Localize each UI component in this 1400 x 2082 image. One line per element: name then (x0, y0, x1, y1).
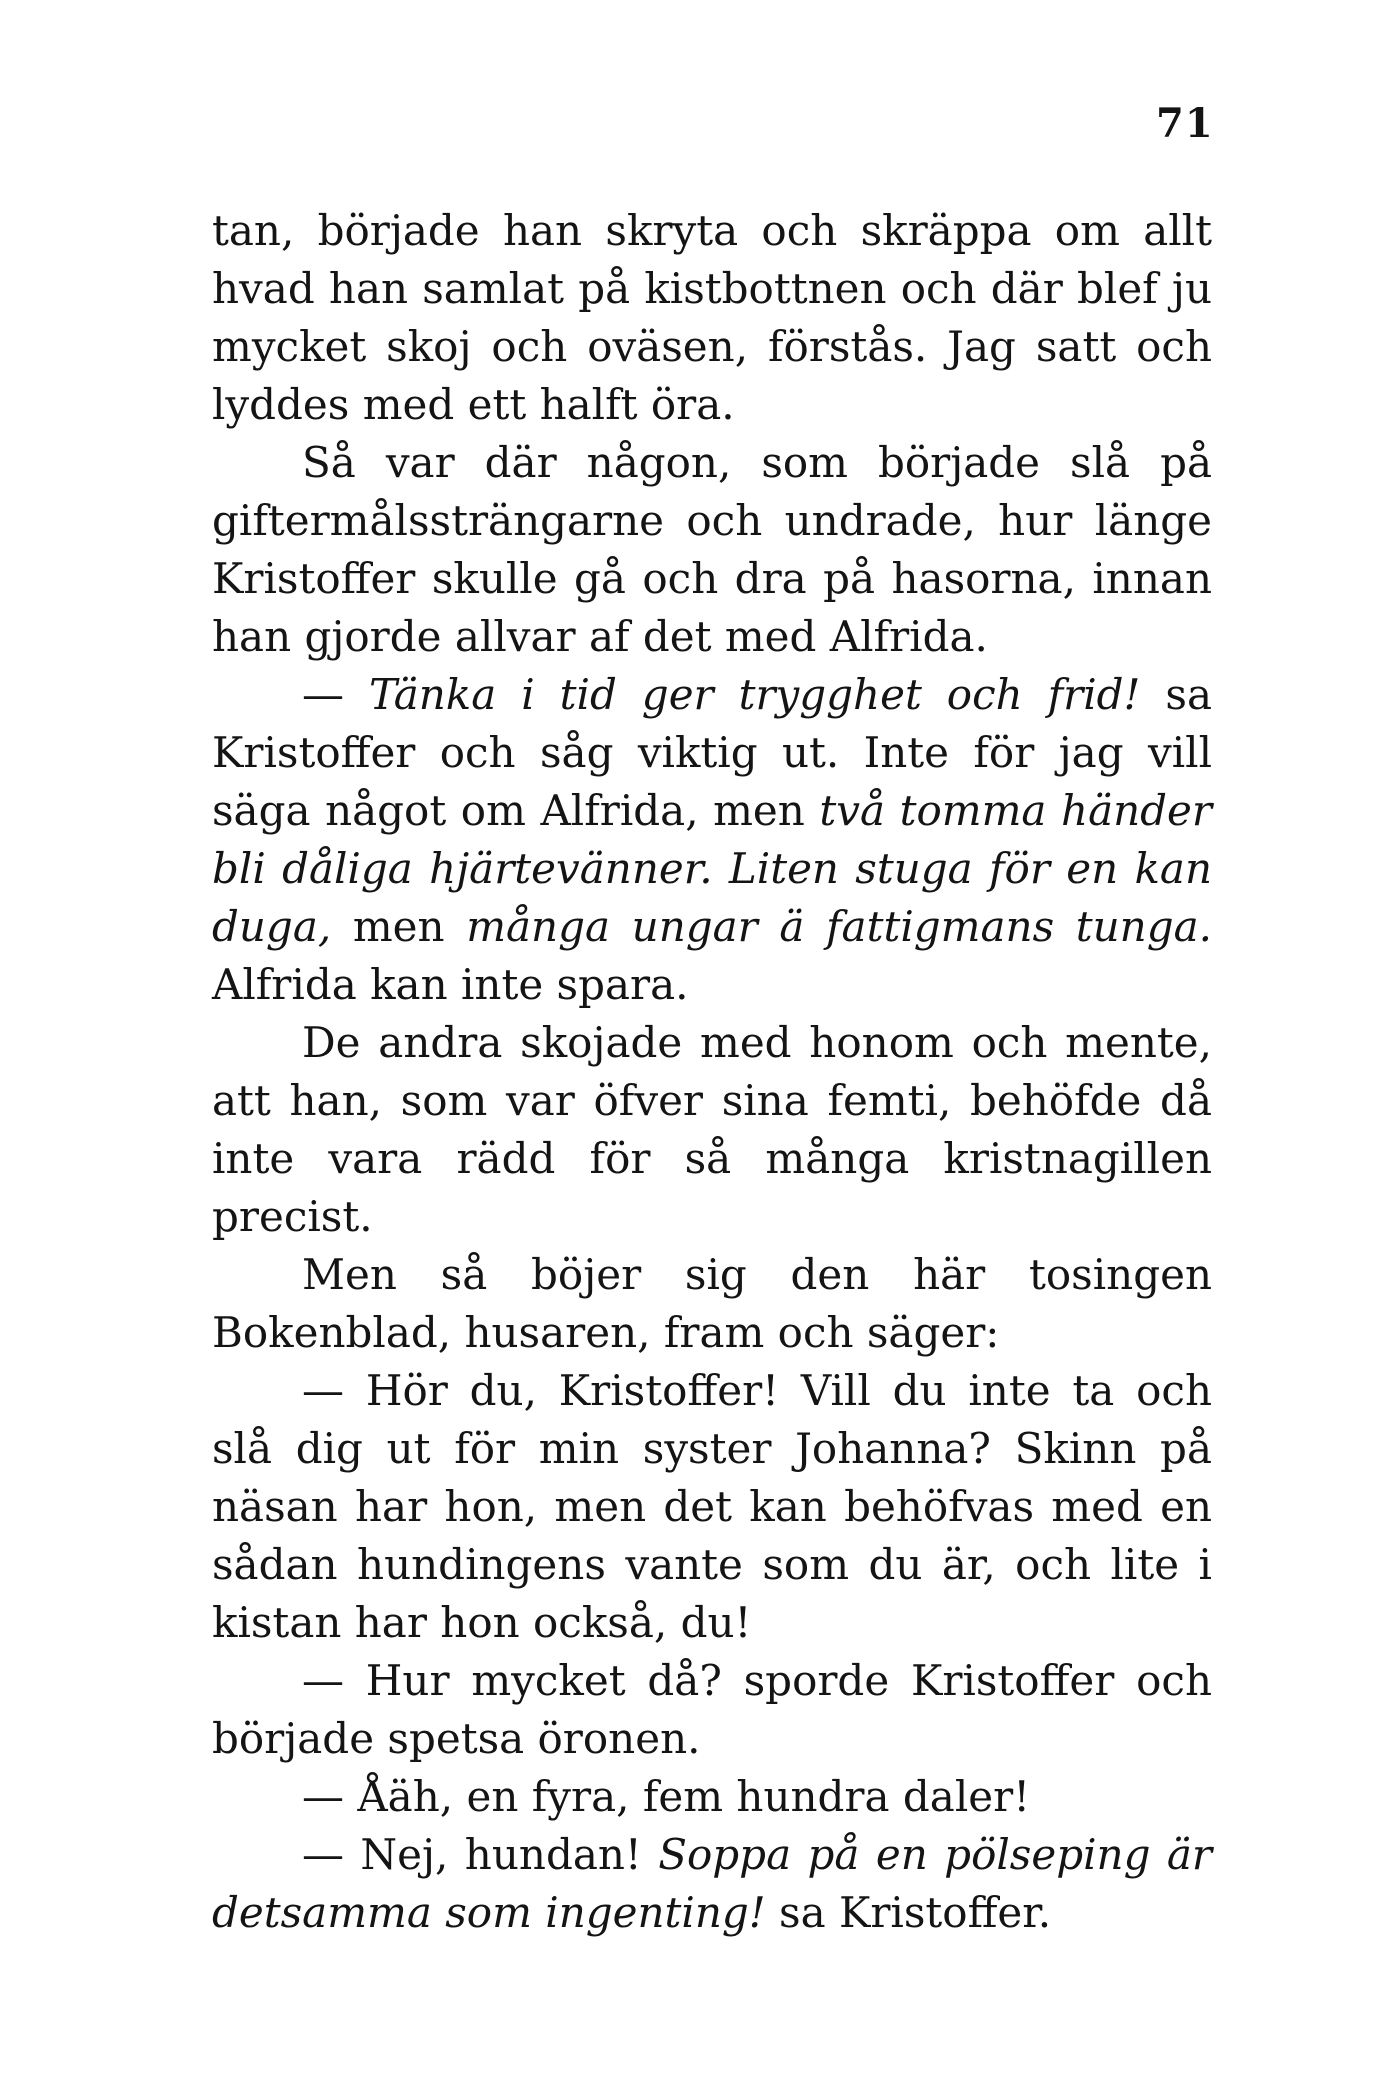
text-segment: sa Kristoffer och såg viktig ut. Inte för jag vill säga något om Alfrida, men (212, 670, 1212, 835)
page-number: 71 (1156, 100, 1214, 147)
text-segment: Så var där någon, som började slå på giftermålssträngarne och undrade, hur länge Kristoffer skulle gå och dra på hasorna, innan han gjorde allvar af det med Alfrida. (212, 438, 1212, 661)
italic-quote: många ungar ä fattigmans tunga. (466, 902, 1212, 951)
text-segment: — Åäh, en fyra, fem hundra daler! (302, 1772, 1031, 1821)
text-segment: — Nej, hundan! (302, 1830, 659, 1879)
text-segment: De andra skojade med honom och mente, att han, som var öfver sina femti, behöfde då inte vara rädd för så många kristnagillen precist. (212, 1018, 1212, 1241)
paragraph (212, 1652, 1212, 1768)
body-text (212, 202, 1212, 1942)
italic-quote: två tomma händer bli dåliga hjärtevänner. Liten stuga för en kan duga, (212, 786, 1212, 951)
text-segment: tan, började han skryta och skräppa om allt hvad han samlat på kistbottnen och där blef ju mycket skoj och oväsen, förstås. Jag satt och lyddes med ett halft öra. (212, 206, 1212, 429)
paragraph (212, 1768, 1212, 1826)
text-segment: — (302, 670, 369, 719)
text-segment: Men så böjer sig den här tosingen Bokenblad, husaren, fram och säger: (212, 1250, 1212, 1357)
text-segment: men (331, 902, 467, 951)
paragraph (212, 202, 1212, 434)
paragraph (212, 434, 1212, 666)
paragraph (212, 1014, 1212, 1246)
text-segment: sa Kristoffer. (765, 1888, 1052, 1937)
paragraph (212, 666, 1212, 1014)
text-segment: — Hur mycket då? sporde Kristoffer och började spetsa öronen. (212, 1656, 1212, 1763)
italic-quote: Soppa på en pölseping är detsamma som ingenting! (212, 1830, 1212, 1937)
paragraph (212, 1246, 1212, 1362)
paragraph (212, 1362, 1212, 1652)
text-segment: Alfrida kan inte spara. (212, 960, 689, 1009)
text-segment: — Hör du, Kristoffer! Vill du inte ta och slå dig ut för min syster Johanna? Skinn på näsan har hon, men det kan behöfvas med en sådan hundingens vante som du är, och lite i kistan har hon också, du! (212, 1366, 1212, 1647)
italic-quote: Tänka i tid ger trygghet och frid! (368, 670, 1141, 719)
paragraph (212, 1826, 1212, 1942)
